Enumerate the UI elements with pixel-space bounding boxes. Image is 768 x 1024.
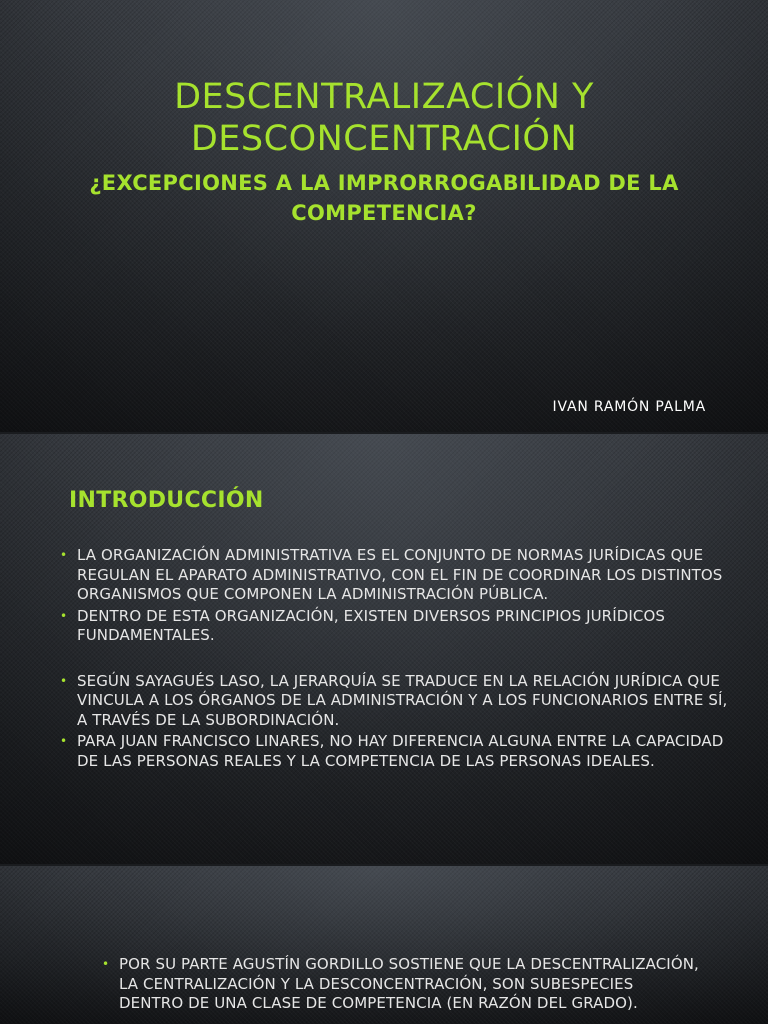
presentation-subtitle: ¿EXCEPCIONES A LA IMPRORROGABILIDAD DE LA COMPETENCIA? [89, 171, 679, 225]
bullet-icon: • [60, 548, 68, 562]
title-slide [0, 0, 768, 432]
bullet-item [58, 607, 738, 646]
bullet-list [100, 955, 700, 1016]
introduction-slide [0, 434, 768, 864]
bullet-icon: • [102, 957, 110, 971]
bullet-list [58, 546, 738, 773]
bullet-text: LA ORGANIZACIÓN ADMINISTRATIVA ES EL CONJUNTO DE NORMAS JURÍDICAS QUE REGULAN EL APARATO ADMINISTRATIVO, CON EL FIN DE COORDINAR LOS DISTINTOS ORGANISMOS QUE COMPONEN LA ADMINISTRACIÓN PÚBLICA. [77, 546, 723, 603]
section-heading: INTRODUCCIÓN [69, 488, 264, 513]
bullet-item [58, 732, 738, 771]
author-name: IVAN RAMÓN PALMA [552, 399, 706, 415]
bullet-text: SEGÚN SAYAGUÉS LASO, LA JERARQUÍA SE TRADUCE EN LA RELACIÓN JURÍDICA QUE VINCULA A LOS ÓRGANOS DE LA ADMINISTRACIÓN Y A LOS FUNCIONARIOS ENTRE SÍ, A TRAVÉS DE LA SUBORDINACIÓN. [77, 671, 728, 729]
bullet-text: POR SU PARTE AGUSTÍN GORDILLO SOSTIENE QUE LA DESCENTRALIZACIÓN, LA CENTRALIZACIÓN Y LA DESCONCENTRACIÓN, SON SUBESPECIES DENTRO DE UNA CLASE DE COMPETENCIA (EN RAZÓN DEL GRADO). [119, 955, 699, 1012]
bullet-text: DENTRO DE ESTA ORGANIZACIÓN, EXISTEN DIVERSOS PRINCIPIOS JURÍDICOS FUNDAMENTALES. [77, 606, 666, 644]
bullet-item [100, 955, 700, 1014]
bullet-item [58, 546, 738, 605]
bullet-icon: • [60, 673, 68, 688]
bullet-item [58, 672, 738, 731]
presentation-title: DESCENTRALIZACIÓN Y DESCONCENTRACIÓN [174, 77, 594, 159]
bullet-text: PARA JUAN FRANCISCO LINARES, NO HAY DIFERENCIA ALGUNA ENTRE LA CAPACIDAD DE LAS PERSONAS REALES Y LA COMPETENCIA DE LAS PERSONAS IDEALES. [77, 732, 724, 770]
content-slide [0, 866, 768, 1024]
bullet-icon: • [60, 734, 68, 748]
bullet-icon: • [60, 608, 68, 623]
